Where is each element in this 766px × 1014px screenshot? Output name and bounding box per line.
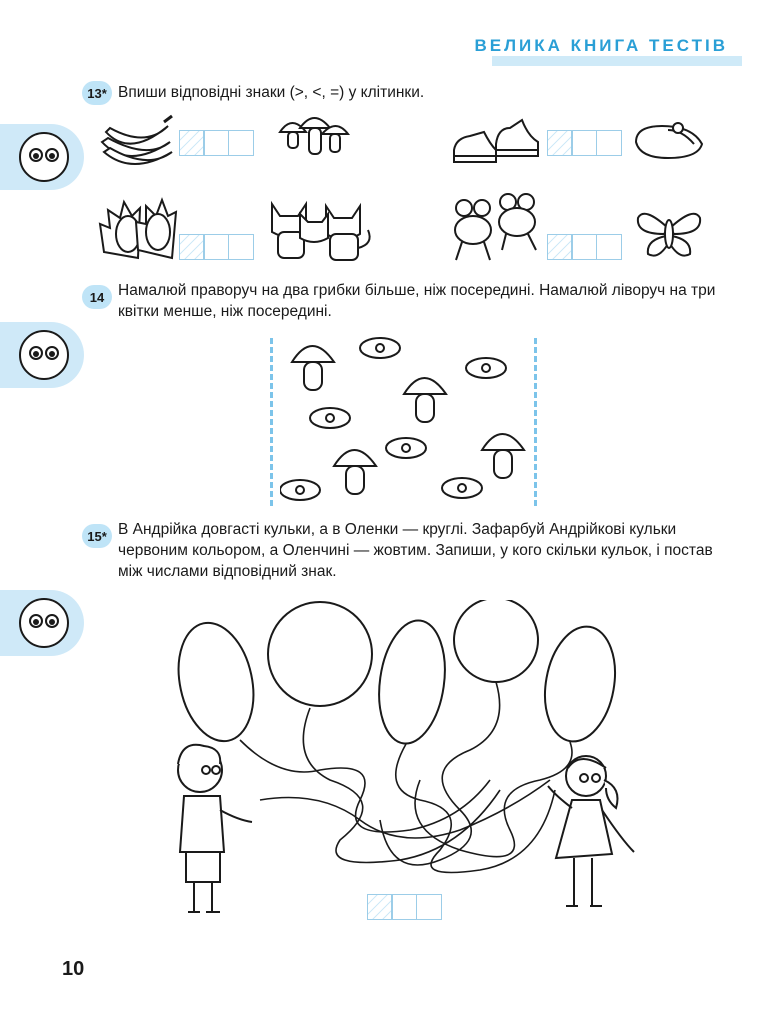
balloon-icon [454, 600, 538, 682]
cat-icon [266, 194, 376, 264]
task-15-number: 15* [82, 524, 112, 548]
answer-cells[interactable] [180, 234, 254, 260]
answer-cells[interactable] [180, 130, 254, 156]
task-14-number: 14 [82, 285, 112, 309]
eyes-icon [18, 597, 70, 649]
answer-cells[interactable] [548, 130, 622, 156]
balloon-icon [536, 621, 623, 747]
balloon-icon [372, 616, 453, 748]
header-band [492, 56, 742, 66]
mushroom-icon [404, 378, 446, 422]
side-tab-1 [0, 124, 84, 190]
task-13-number: 13* [82, 81, 112, 105]
eyes-icon [18, 329, 70, 381]
mushrooms-flowers-area [280, 336, 532, 506]
book-title: ВЕЛИКА КНИГА ТЕСТІВ [474, 36, 728, 55]
banana-icon [98, 112, 176, 174]
balloons-illustration [160, 600, 650, 920]
task-13-text: Впиши відповідні знаки (>, <, =) у клітинки. [118, 84, 425, 101]
side-tab-3 [0, 590, 84, 656]
left-dashed-border [270, 338, 273, 506]
mushroom-icon [266, 110, 350, 166]
balloon-icon [168, 616, 263, 748]
hedgehog-icon [98, 194, 180, 264]
slipper-icon [632, 112, 706, 164]
sneakers-icon [450, 110, 542, 170]
answer-cells[interactable] [548, 234, 622, 260]
task-15-text: В Андрійка довгасті кульки, а в Оленки — круглі. Зафарбуй Андрійкові кульки червоним кольором, а Оленчині — жовтим. Запиши, у кого скільки кульок, і постав між числами відповідний знак. [118, 521, 713, 580]
mushroom-icon [292, 346, 334, 390]
butterfly-icon [634, 204, 704, 262]
eyes-icon [18, 131, 70, 183]
right-dashed-border [534, 338, 537, 506]
mushroom-icon [334, 450, 376, 494]
mushroom-icon [482, 434, 524, 478]
page-number: 10 [62, 958, 85, 980]
task-14-text: Намалюй праворуч на два грибки більше, ніж посередині. Намалюй ліворуч на три квітки менше, ніж посередині. [118, 282, 716, 320]
answer-cells[interactable] [368, 894, 442, 920]
girl-icon [548, 756, 634, 906]
balloon-icon [268, 602, 372, 706]
boy-icon [178, 745, 252, 912]
frog-icon [448, 190, 544, 266]
side-tab-2 [0, 322, 84, 388]
